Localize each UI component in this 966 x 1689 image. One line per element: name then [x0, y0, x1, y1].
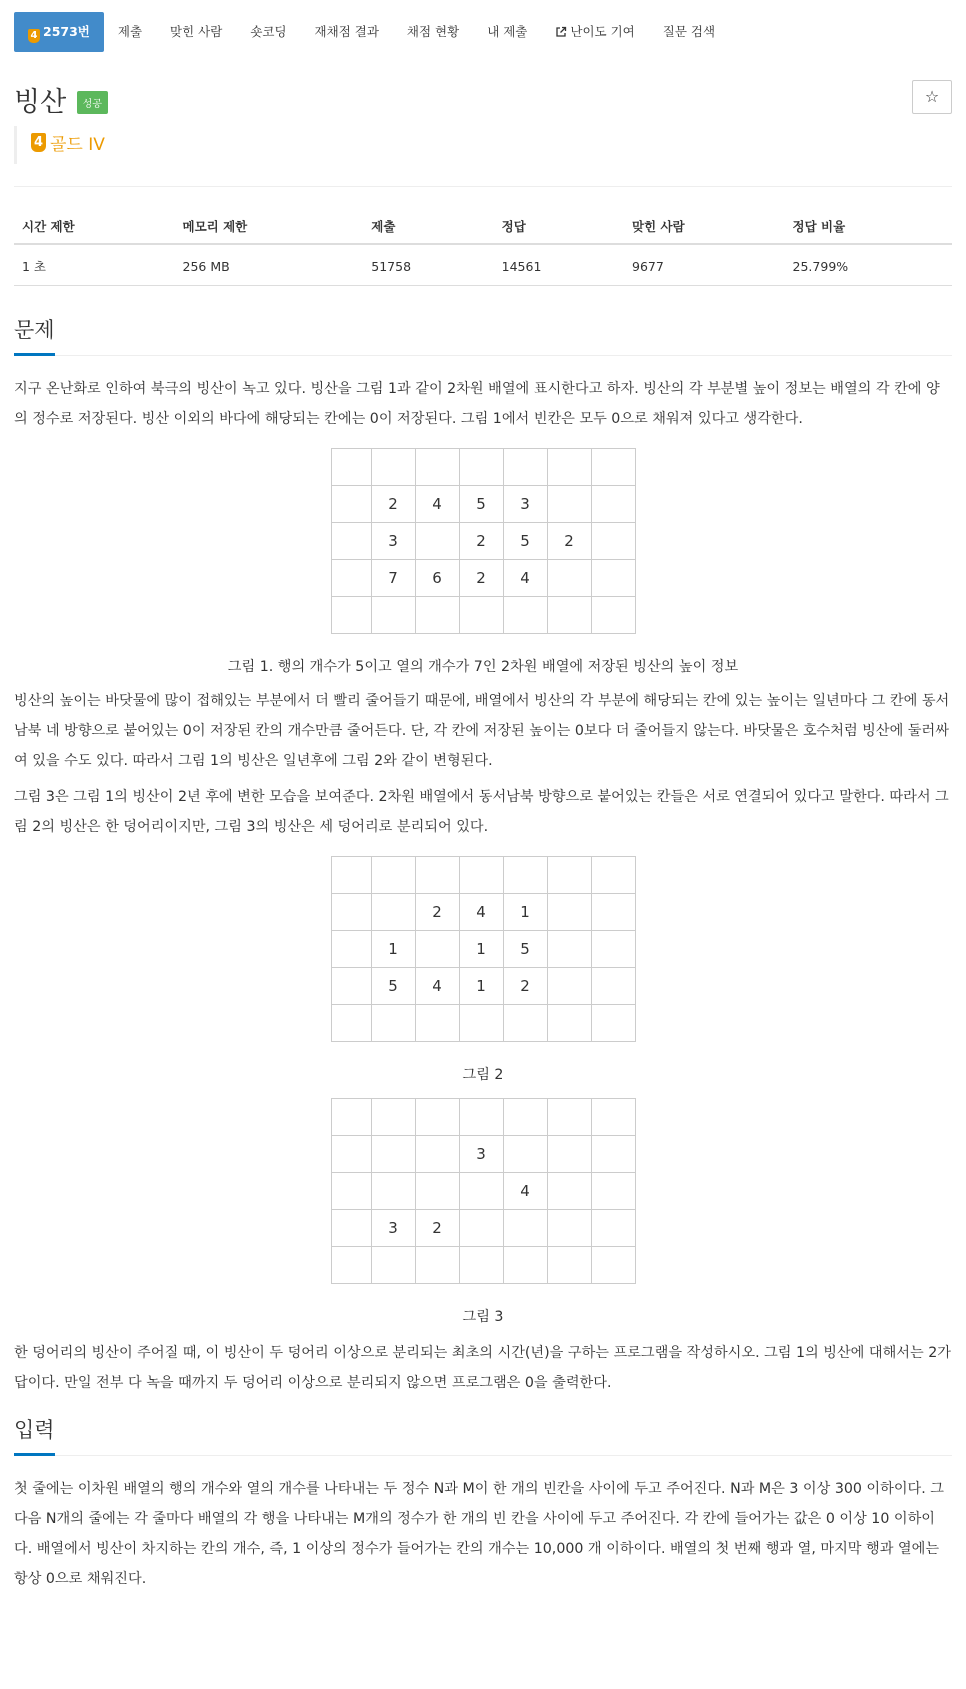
grid-cell	[331, 1210, 371, 1247]
grid-cell: 2	[459, 523, 503, 560]
grid-cell	[459, 1210, 503, 1247]
problem-paragraph-2: 빙산의 높이는 바닷물에 많이 접해있는 부분에서 더 빨리 줄어들기 때문에, 배열에서 빙산의 각 부분에 해당되는 칸에 있는 높이는 일년마다 그 칸에 동서남북 네 방향으로 붙어있는 0이 저장된 칸의 개수만큼 줄어든다. 단, 각 칸에 저장된 높이는 0보다 더 줄어들지 않는다. 바닷물은 호수처럼 빙산에 둘러싸여 있을 수도 있다. 따라서 그림 1의 빙산은 일년후에 그림 2와 같이 변형된다.	[14, 693, 950, 769]
figure-3	[330, 1098, 636, 1284]
grid-cell	[371, 449, 415, 486]
tier-icon: 4	[28, 29, 40, 43]
grid-cell	[591, 523, 635, 560]
figure-1	[330, 448, 636, 634]
grid-cell	[503, 449, 547, 486]
grid-cell	[331, 560, 371, 597]
grid-cell	[331, 1173, 371, 1210]
grid-figure-3	[331, 1098, 636, 1284]
grid-row	[331, 560, 635, 597]
grid-row	[331, 894, 635, 931]
grid-cell: 2	[503, 968, 547, 1005]
grid-row	[331, 1210, 635, 1247]
grid-cell	[331, 1136, 371, 1173]
grid-cell	[591, 931, 635, 968]
grid-figure-1	[331, 448, 636, 634]
grid-cell	[547, 931, 591, 968]
star-icon: ☆	[924, 87, 940, 106]
grid-cell	[591, 560, 635, 597]
tier-label[interactable]: 골드 IV	[50, 135, 105, 155]
grid-cell: 4	[415, 486, 459, 523]
grid-cell	[371, 1099, 415, 1136]
problem-paragraph-3: 그림 3은 그림 1의 빙산이 2년 후에 변한 모습을 보여준다. 2차원 배열에서 동서남북 방향으로 붙어있는 칸들은 서로 연결되어 있다고 말한다. 따라서 그림 2의 빙산은 한 덩어리이지만, 그림 3의 빙산은 세 덩어리로 분리되어 있다.	[14, 789, 949, 835]
grid-cell	[547, 486, 591, 523]
nav-difficulty-contribution[interactable]	[541, 12, 648, 52]
table-header-row	[14, 209, 952, 244]
grid-cell	[591, 1210, 635, 1247]
grid-cell	[503, 597, 547, 634]
grid-cell	[503, 1247, 547, 1284]
grid-cell	[591, 597, 635, 634]
nav-status[interactable]: 채점 현황	[406, 23, 460, 39]
header-accepted: 정답	[494, 209, 624, 244]
value-memory-limit: 256 MB	[175, 244, 364, 286]
value-time-limit: 1 초	[14, 244, 175, 286]
grid-row	[331, 486, 635, 523]
grid-cell	[591, 1099, 635, 1136]
tier-row	[14, 126, 952, 164]
grid-cell	[459, 857, 503, 894]
grid-cell	[331, 857, 371, 894]
grid-row	[331, 857, 635, 894]
grid-cell: 1	[503, 894, 547, 931]
grid-cell: 1	[371, 931, 415, 968]
grid-cell: 4	[459, 894, 503, 931]
grid-cell	[331, 523, 371, 560]
grid-cell	[415, 523, 459, 560]
problem-paragraph-4: 한 덩어리의 빙산이 주어질 때, 이 빙산이 두 덩어리 이상으로 분리되는 최초의 시간(년)을 구하는 프로그램을 작성하시오. 그림 1의 빙산에 대해서는 2가 답이다. 만일 전부 다 녹을 때까지 두 덩어리 이상으로 분리되지 않으면 프로그램은 0을 출력한다.	[14, 1345, 951, 1391]
grid-cell: 1	[459, 968, 503, 1005]
grid-cell	[459, 1005, 503, 1042]
grid-cell	[503, 857, 547, 894]
grid-cell: 4	[415, 968, 459, 1005]
input-section-header	[14, 1414, 952, 1456]
grid-cell	[591, 1005, 635, 1042]
grid-cell: 7	[371, 560, 415, 597]
grid-cell	[547, 857, 591, 894]
problem-info-table	[14, 209, 952, 286]
grid-cell	[415, 857, 459, 894]
grid-cell	[371, 1247, 415, 1284]
grid-cell	[331, 1099, 371, 1136]
grid-cell	[415, 1005, 459, 1042]
grid-cell: 3	[503, 486, 547, 523]
page-title: 빙산	[14, 87, 67, 118]
grid-cell: 5	[503, 523, 547, 560]
grid-cell	[459, 1247, 503, 1284]
figure-2-caption: 그림 2	[462, 1067, 504, 1083]
grid-cell	[547, 894, 591, 931]
nav-difficulty-label: 난이도 기여	[570, 23, 635, 39]
grid-cell: 4	[503, 560, 547, 597]
value-solved-users: 9677	[624, 244, 785, 286]
grid-cell	[591, 857, 635, 894]
header-solved-users: 맞힌 사람	[624, 209, 785, 244]
grid-cell: 1	[459, 931, 503, 968]
grid-cell: 2	[547, 523, 591, 560]
grid-cell	[415, 1136, 459, 1173]
section-title-problem: 문제	[14, 314, 55, 356]
grid-cell	[547, 1173, 591, 1210]
nav-problem-number[interactable]	[14, 12, 104, 52]
grid-cell	[591, 1247, 635, 1284]
grid-cell	[547, 449, 591, 486]
grid-cell	[415, 449, 459, 486]
grid-cell: 2	[459, 560, 503, 597]
grid-row	[331, 1173, 635, 1210]
header-accept-ratio: 정답 비율	[785, 209, 952, 244]
grid-cell	[547, 1136, 591, 1173]
problem-section-header	[14, 314, 952, 356]
grid-cell	[547, 1005, 591, 1042]
grid-cell	[371, 1005, 415, 1042]
grid-cell	[459, 1173, 503, 1210]
grid-cell	[415, 931, 459, 968]
grid-cell	[371, 597, 415, 634]
grid-cell	[591, 1173, 635, 1210]
grid-cell	[591, 1136, 635, 1173]
grid-cell	[459, 1099, 503, 1136]
grid-cell	[591, 968, 635, 1005]
grid-cell: 2	[415, 894, 459, 931]
grid-row	[331, 597, 635, 634]
grid-cell	[331, 931, 371, 968]
figure-2	[330, 856, 636, 1042]
header-time-limit: 시간 제한	[14, 209, 175, 244]
grid-cell	[331, 1247, 371, 1284]
grid-cell: 3	[371, 523, 415, 560]
grid-cell	[547, 1247, 591, 1284]
value-submissions: 51758	[363, 244, 493, 286]
grid-cell	[591, 894, 635, 931]
grid-cell	[547, 1099, 591, 1136]
grid-cell	[331, 894, 371, 931]
grid-row	[331, 1247, 635, 1284]
grid-cell	[331, 597, 371, 634]
grid-cell: 2	[415, 1210, 459, 1247]
grid-cell	[547, 560, 591, 597]
nav-my-submissions[interactable]: 내 제출	[487, 23, 528, 39]
figure-3-caption: 그림 3	[462, 1309, 504, 1325]
grid-cell	[591, 486, 635, 523]
grid-cell: 5	[503, 931, 547, 968]
grid-cell	[415, 1247, 459, 1284]
tier-badge-icon: 4	[31, 133, 46, 152]
grid-row	[331, 449, 635, 486]
table-row	[14, 244, 952, 286]
grid-cell	[503, 1210, 547, 1247]
grid-row	[331, 1099, 635, 1136]
nav-short-coding[interactable]: 숏코딩	[250, 23, 287, 39]
grid-row	[331, 1005, 635, 1042]
nav-solved-users[interactable]: 맞힌 사람	[170, 23, 223, 39]
grid-row	[331, 931, 635, 968]
value-accept-ratio: 25.799%	[785, 244, 952, 286]
grid-cell: 5	[371, 968, 415, 1005]
grid-cell	[331, 968, 371, 1005]
grid-cell	[331, 1005, 371, 1042]
title-row	[14, 80, 952, 124]
grid-figure-2	[331, 856, 636, 1042]
grid-cell: 3	[459, 1136, 503, 1173]
grid-cell	[591, 449, 635, 486]
problem-nav	[14, 12, 952, 52]
grid-cell: 3	[371, 1210, 415, 1247]
grid-cell	[503, 1005, 547, 1042]
external-link-icon	[555, 26, 567, 38]
grid-cell	[459, 449, 503, 486]
problem-paragraph-1: 지구 온난화로 인하여 북극의 빙산이 녹고 있다. 빙산을 그림 1과 같이 2차원 배열에 표시한다고 하자. 빙산의 각 부분별 높이 정보는 배열의 각 칸에 양의 정수로 저장된다. 빙산 이외의 바다에 해당되는 칸에는 0이 저장된다. 그림 1에서 빈칸은 모두 0으로 채워져 있다고 생각한다.	[14, 381, 940, 427]
grid-cell: 6	[415, 560, 459, 597]
status-badge: 성공	[77, 91, 108, 114]
grid-cell	[415, 1099, 459, 1136]
grid-cell	[415, 597, 459, 634]
value-accepted: 14561	[494, 244, 624, 286]
header-memory-limit: 메모리 제한	[175, 209, 364, 244]
header-submissions: 제출	[363, 209, 493, 244]
grid-cell: 2	[371, 486, 415, 523]
favorite-button[interactable]	[912, 80, 952, 114]
grid-cell	[459, 597, 503, 634]
nav-submit[interactable]: 제출	[117, 23, 143, 39]
grid-cell: 5	[459, 486, 503, 523]
grid-cell	[503, 1099, 547, 1136]
nav-question-search[interactable]: 질문 검색	[662, 23, 716, 39]
input-paragraph: 첫 줄에는 이차원 배열의 행의 개수와 열의 개수를 나타내는 두 정수 N과 M이 한 개의 빈칸을 사이에 두고 주어진다. N과 M은 3 이상 300 이하이다. 그 다음 N개의 줄에는 각 줄마다 배열의 각 행을 나타내는 M개의 정수가 한 개의 빈 칸을 사이에 두고 주어진다. 각 칸에 들어가는 값은 0 이상 10 이하이다. 배열에서 빙산이 차지하는 칸의 개수, 즉, 1 이상의 정수가 들어가는 칸의 개수는 10,000 개 이하이다. 배열의 첫 번째 행과 열, 마지막 행과 열에는 항상 0으로 채워진다.	[14, 1481, 944, 1587]
grid-cell	[371, 1136, 415, 1173]
section-title-input: 입력	[14, 1414, 55, 1456]
grid-cell	[547, 1210, 591, 1247]
grid-cell	[331, 449, 371, 486]
grid-row	[331, 968, 635, 1005]
nav-rejudge-results[interactable]: 재채점 결과	[314, 23, 379, 39]
grid-cell	[371, 894, 415, 931]
grid-cell	[415, 1173, 459, 1210]
grid-cell	[371, 1173, 415, 1210]
grid-cell: 4	[503, 1173, 547, 1210]
nav-problem-label: 2573번	[43, 23, 90, 39]
figure-1-caption: 그림 1. 행의 개수가 5이고 열의 개수가 7인 2차원 배열에 저장된 빙산의 높이 정보	[227, 659, 739, 675]
grid-row	[331, 523, 635, 560]
grid-cell	[547, 968, 591, 1005]
grid-cell	[547, 597, 591, 634]
grid-cell	[503, 1136, 547, 1173]
grid-cell	[371, 857, 415, 894]
divider	[14, 186, 952, 187]
grid-cell	[331, 486, 371, 523]
grid-row	[331, 1136, 635, 1173]
